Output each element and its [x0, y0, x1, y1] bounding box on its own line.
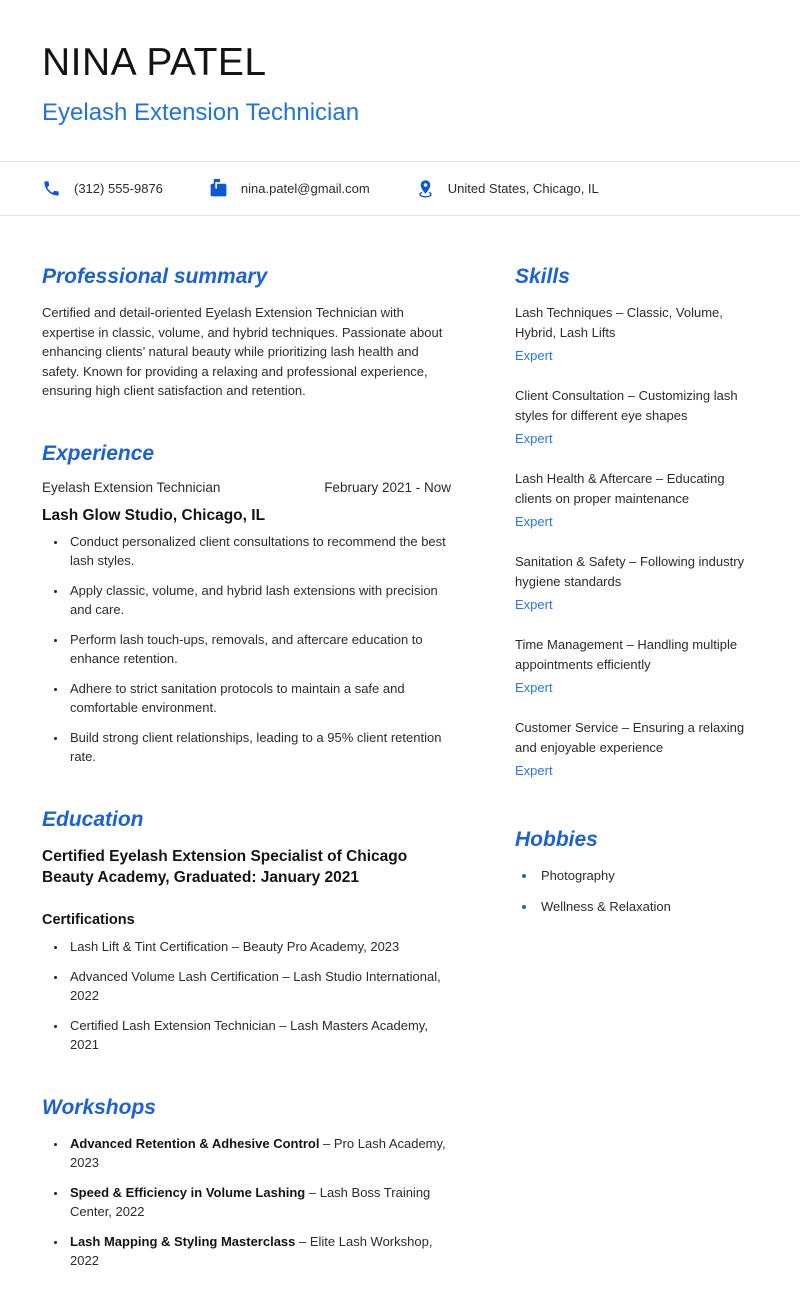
skill-item [515, 469, 758, 531]
left-column [42, 265, 451, 1311]
phone-icon [42, 179, 61, 198]
hobbies-heading: Hobbies [515, 828, 598, 852]
workshop-detail: – Lash Boss Training Center, 2022 [70, 1184, 431, 1220]
skill-text: Time Management – Handling multiple appointments efficiently [515, 637, 738, 672]
workshop-item [67, 1183, 451, 1222]
education-degree: Certified Eyelash Extension Specialist of Chicago Beauty Academy, Graduated: January 2021 [42, 848, 408, 887]
job-position: Eyelash Extension Technician [42, 479, 221, 495]
skill-item [515, 386, 758, 448]
skill-level: Expert [515, 348, 553, 364]
section-workshops [42, 1096, 451, 1271]
hobby-item: • Photography [537, 866, 758, 886]
skill-item [515, 303, 758, 365]
certification-item: • Certified Lash Extension Technician – Lash Masters Academy, 2021 [67, 1016, 451, 1055]
section-experience [42, 442, 451, 767]
contact-location [416, 179, 599, 198]
mailbox-icon [209, 179, 228, 198]
resume-header [0, 0, 800, 126]
education-heading: Education [42, 807, 144, 831]
contact-email [209, 179, 370, 198]
workshop-item [67, 1232, 451, 1271]
certification-item: • Lash Lift & Tint Certification – Beauty Pro Academy, 2023 [67, 937, 451, 957]
skills-heading: Skills [515, 265, 570, 289]
skill-item [515, 635, 758, 697]
certification-list [42, 937, 451, 1055]
candidate-name: NINA PATEL [42, 41, 267, 84]
workshops-heading: Workshops [42, 1095, 156, 1119]
experience-bullet: • Perform lash touch-ups, removals, and aftercare education to enhance retention. [67, 630, 451, 669]
section-skills [515, 265, 758, 780]
skill-level: Expert [515, 680, 553, 696]
skill-text: Sanitation & Safety – Following industry hygiene standards [515, 554, 745, 589]
skill-level: Expert [515, 514, 553, 530]
experience-bullet-list [42, 532, 451, 767]
section-professional-summary [42, 265, 451, 401]
skill-text: Client Consultation – Customizing lash styles for different eye shapes [515, 388, 738, 423]
resume-body [0, 216, 800, 1311]
contact-phone [42, 179, 163, 198]
contact-location-value: United States, Chicago, IL [447, 181, 599, 197]
summary-heading: Professional summary [42, 265, 268, 289]
contact-bar [0, 161, 800, 216]
certifications-heading: Certifications [42, 912, 135, 929]
workshop-name: Lash Mapping & Styling Masterclass [70, 1233, 296, 1249]
skill-text: Lash Techniques – Classic, Volume, Hybrid, Lash Lifts [515, 305, 723, 340]
hobby-item: • Wellness & Relaxation [537, 897, 758, 917]
certification-item: • Advanced Volume Lash Certification – Lash Studio International, 2022 [67, 967, 451, 1006]
skill-level: Expert [515, 763, 553, 779]
section-hobbies [515, 828, 758, 916]
workshop-detail: – Elite Lash Workshop, 2022 [70, 1233, 433, 1269]
experience-bullet: • Build strong client relationships, leading to a 95% client retention rate. [67, 728, 451, 767]
contact-email-value: nina.patel@gmail.com [240, 181, 370, 197]
contact-phone-value: (312) 555-9876 [74, 181, 163, 197]
skill-item [515, 718, 758, 780]
workshop-item [67, 1134, 451, 1173]
skill-level: Expert [515, 597, 553, 613]
candidate-job-title: Eyelash Extension Technician [42, 98, 360, 126]
job-company: Lash Glow Studio, Chicago, IL [42, 506, 266, 524]
experience-bullet: • Adhere to strict sanitation protocols to maintain a safe and comfortable environment. [67, 679, 451, 718]
section-education [42, 808, 451, 1055]
skill-level: Expert [515, 431, 553, 447]
experience-heading: Experience [42, 441, 155, 465]
hobby-list [515, 866, 758, 916]
experience-bullet: • Apply classic, volume, and hybrid lash extensions with precision and care. [67, 581, 451, 620]
skill-text: Lash Health & Aftercare – Educating clients on proper maintenance [515, 471, 725, 506]
location-pin-icon [416, 179, 435, 198]
skill-item [515, 552, 758, 614]
workshop-list [42, 1134, 451, 1271]
job-dates: February 2021 - Now [324, 479, 451, 495]
job-title-row [42, 480, 451, 495]
workshop-name: Speed & Efficiency in Volume Lashing [70, 1184, 306, 1200]
summary-text: Certified and detail-oriented Eyelash Extension Technician with expertise in classic, volume, and hybrid techniques. Passionate about enhancing clients’ natural beauty while prioritizing lash health and safety. Known for providing a relaxing and professional experience, ensuring high client satisfaction and retention. [42, 305, 443, 399]
workshop-name: Advanced Retention & Adhesive Control [70, 1135, 320, 1151]
experience-bullet: • Conduct personalized client consultations to recommend the best lash styles. [67, 532, 451, 571]
right-column [515, 265, 758, 1311]
skill-text: Customer Service – Ensuring a relaxing and enjoyable experience [515, 720, 745, 755]
workshop-detail: – Pro Lash Academy, 2023 [70, 1135, 446, 1171]
